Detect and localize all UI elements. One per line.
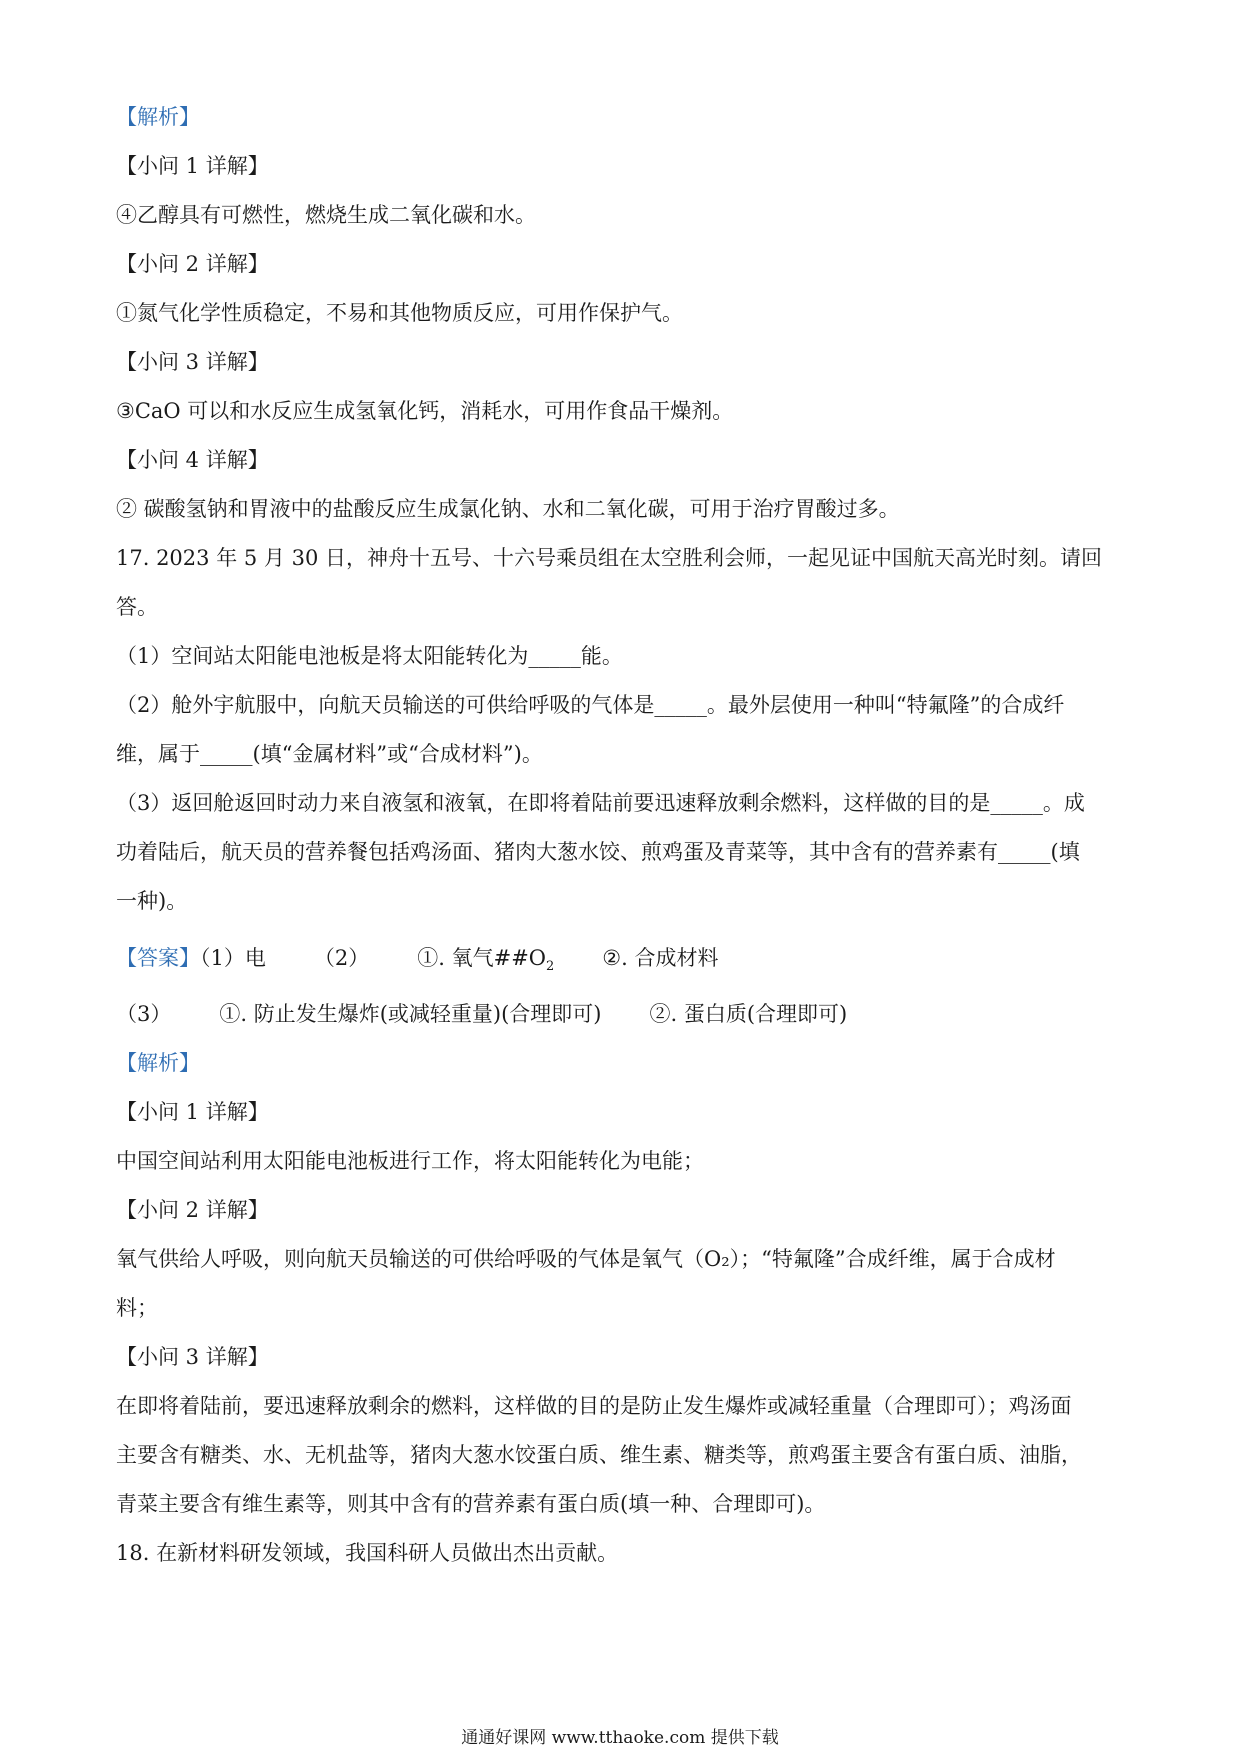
question-18-stem: 18. 在新材料研发领域，我国科研人员做出杰出贡献。	[116, 1541, 619, 1565]
explanation-text: 氧气供给人呼吸，则向航天员输送的可供给呼吸的气体是氧气（O₂）；“特氟隆”合成纤维，属于合成材	[116, 1247, 1056, 1271]
explanation-text: ④乙醇具有可燃性，燃烧生成二氧化碳和水。	[116, 203, 536, 227]
question-17-part-3-cont: 功着陆后，航天员的营养餐包括鸡汤面、猪肉大葱水饺、煎鸡蛋及青菜等，其中含有的营养素有_____(填	[116, 840, 1080, 864]
question-17-part-2-cont: 维，属于_____(填“金属材料”或“合成材料”)。	[116, 742, 543, 766]
explanation-text: 中国空间站利用太阳能电池板进行工作，将太阳能转化为电能；	[116, 1149, 704, 1173]
answer-part-2-label: （2）	[313, 946, 370, 970]
page-footer: 通通好课网 www.tthaoke.com 提供下载	[461, 1728, 779, 1748]
question-17-part-3: （3）返回舱返回时动力来自液氢和液氧，在即将着陆前要迅速释放剩余燃料，这样做的目的是_____。成	[116, 791, 1085, 815]
question-17-part-2: （2）舱外宇航服中，向航天员输送的可供给呼吸的气体是_____。最外层使用一种叫“特氟隆”的合成纤	[116, 693, 1065, 717]
answer-part-2a: ①. 氧气##O	[417, 946, 547, 970]
question-17-part-1: （1）空间站太阳能电池板是将太阳能转化为_____能。	[116, 644, 623, 668]
explanation-text-cont: 主要含有糖类、水、无机盐等，猪肉大葱水饺蛋白质、维生素、糖类等，煎鸡蛋主要含有蛋白质、油脂，	[116, 1443, 1082, 1467]
answer-line-2	[116, 999, 1124, 1029]
answer-label: 【答案】	[116, 946, 200, 970]
explanation-text-cont: 青菜主要含有维生素等，则其中含有的营养素有蛋白质(填一种、合理即可)。	[116, 1492, 826, 1516]
answer-part-1: （1）电	[200, 946, 266, 970]
answer-part-3a: ①. 防止发生爆炸(或减轻重量)(合理即可)	[219, 1002, 602, 1026]
analysis-heading: 【解析】	[116, 105, 200, 129]
question-17-part-3-end: 一种)。	[116, 889, 188, 913]
subquestion-heading: 【小问 1 详解】	[116, 154, 269, 178]
answer-part-3-label: （3）	[116, 1002, 172, 1026]
question-17-stem-cont: 答。	[116, 595, 158, 619]
analysis-heading: 【解析】	[116, 1051, 200, 1075]
explanation-text: 在即将着陆前，要迅速释放剩余的燃料，这样做的目的是防止发生爆炸或减轻重量（合理即可）；鸡汤面	[116, 1394, 1072, 1418]
answer-part-2b: ②. 合成材料	[602, 946, 719, 970]
explanation-text-cont: 料；	[116, 1296, 158, 1320]
subquestion-heading: 【小问 4 详解】	[116, 448, 269, 472]
explanation-text: ①氮气化学性质稳定，不易和其他物质反应，可用作保护气。	[116, 301, 683, 325]
explanation-text: ③CaO 可以和水反应生成氢氧化钙，消耗水，可用作食品干燥剂。	[116, 399, 734, 423]
explanation-text: ② 碳酸氢钠和胃液中的盐酸反应生成氯化钠、水和二氧化碳，可用于治疗胃酸过多。	[116, 497, 900, 521]
subquestion-heading: 【小问 2 详解】	[116, 252, 269, 276]
answer-line-1	[116, 943, 1124, 973]
subquestion-heading: 【小问 3 详解】	[116, 350, 269, 374]
question-17-stem: 17. 2023 年 5 月 30 日，神舟十五号、十六号乘员组在太空胜利会师，一起见证中国航天高光时刻。请回	[116, 546, 1102, 570]
subquestion-heading: 【小问 2 详解】	[116, 1198, 269, 1222]
answer-part-3b: ②. 蛋白质(合理即可)	[649, 1002, 848, 1026]
answer-subscript: 2	[546, 959, 555, 975]
subquestion-heading: 【小问 1 详解】	[116, 1100, 269, 1124]
subquestion-heading: 【小问 3 详解】	[116, 1345, 269, 1369]
